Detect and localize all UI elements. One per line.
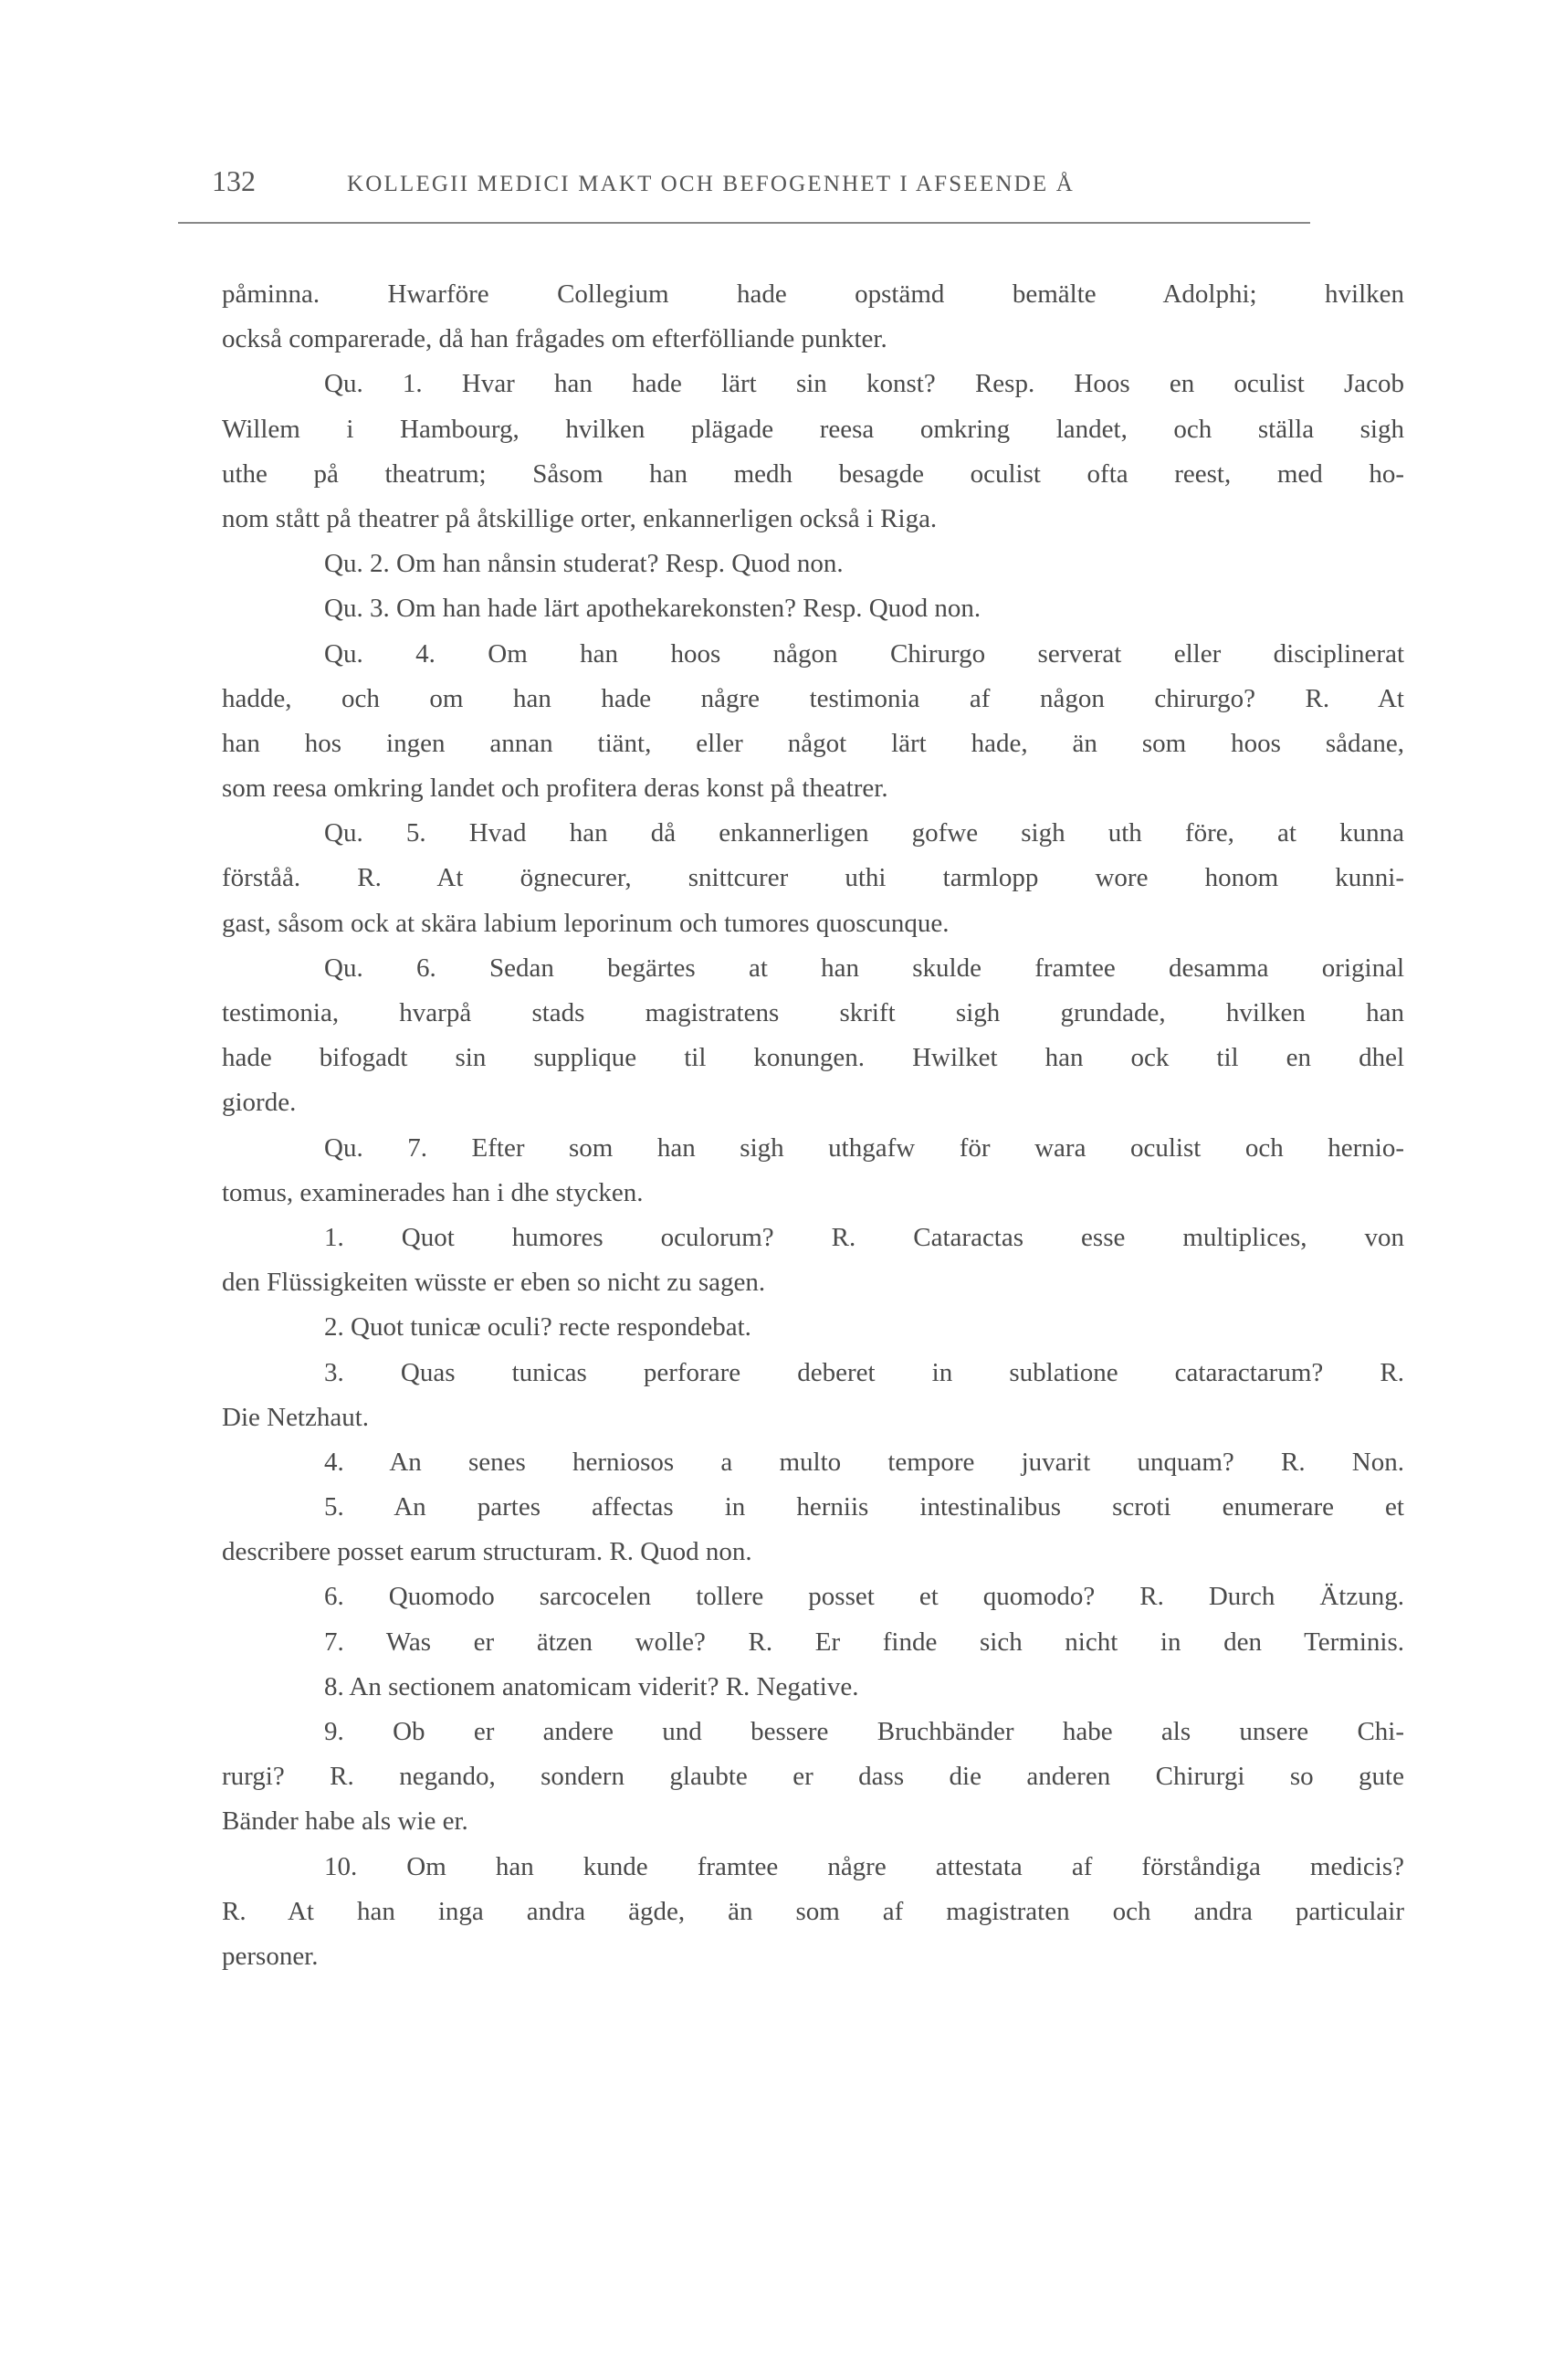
text-line: 3. Quas tunicas perforare deberet in sublatione cataractarum? R.: [324, 1357, 1404, 1387]
text-line: uthe på theatrum; Såsom han medh besagde oculist ofta reest, med ho-: [222, 458, 1404, 489]
text-line: Qu. 1. Hvar han hade lärt sin konst? Resp. Hoos en oculist Jacob: [324, 369, 1404, 399]
body-text: [222, 272, 1404, 1979]
header-rule: [178, 222, 1310, 224]
text-line: hade bifogadt sin supplique til konungen. Hwilket han ock til en dhel: [222, 1043, 1404, 1073]
text-line: påminna. Hwarföre Collegium hade opstämd bemälte Adolphi; hvilken: [222, 279, 1404, 309]
text-line: rurgi? R. negando, sondern glaubte er dass die anderen Chirurgi so gute: [222, 1762, 1404, 1792]
text-line: 7. Was er ätzen wolle? R. Er finde sich nicht in den Terminis.: [324, 1627, 1404, 1657]
text-line: 5. An partes affectas in herniis intestinalibus scroti enumerare et: [324, 1492, 1404, 1522]
text-line: R. At han inga andra ägde, än som af magistraten och andra particulair: [222, 1896, 1404, 1926]
text-line: förståå. R. At ögnecurer, snittcurer uthi tarmlopp wore honom kunni-: [222, 863, 1404, 893]
page-number: 132: [212, 164, 256, 197]
text-line: Willem i Hambourg, hvilken plägade reesa omkring landet, och ställa sigh: [222, 414, 1404, 444]
text-line: 4. An senes herniosos a multo tempore juvarit unquam? R. Non.: [324, 1447, 1404, 1477]
text-line: 6. Quomodo sarcocelen tollere posset et quomodo? R. Durch Ätzung.: [324, 1582, 1404, 1612]
text-line: nom stått på theatrer på åtskillige orter, enkannerligen också i Riga.: [222, 503, 938, 533]
text-line: 10. Om han kunde framtee någre attestata af förståndiga medicis?: [324, 1851, 1404, 1881]
text-line: 8. An sectionem anatomicam viderit? R. Negative.: [324, 1671, 859, 1701]
text-line: Qu. 2. Om han nånsin studerat? Resp. Quod non.: [324, 549, 844, 579]
text-line: också comparerade, då han frågades om efterfölliande punkter.: [222, 324, 887, 354]
text-line: Qu. 4. Om han hoos någon Chirurgo serverat eller disciplinerat: [324, 638, 1404, 669]
text-line: personer.: [222, 1941, 319, 1971]
text-line: hadde, och om han hade någre testimonia af någon chirurgo? R. At: [222, 683, 1404, 713]
text-line: 2. Quot tunicæ oculi? recte respondebat.: [324, 1312, 751, 1343]
text-line: describere posset earum structuram. R. Quod non.: [222, 1537, 752, 1567]
text-line: som reesa omkring landet och profitera deras konst på theatrer.: [222, 774, 888, 804]
text-line: 1. Quot humores oculorum? R. Cataractas esse multiplices, von: [324, 1222, 1404, 1252]
text-line: Qu. 5. Hvad han då enkannerligen gofwe sigh uth före, at kunna: [324, 818, 1404, 848]
text-line: den Flüssigkeiten wüsste er eben so nicht zu sagen.: [222, 1268, 766, 1298]
text-line: Qu. 6. Sedan begärtes at han skulde framtee desamma original: [324, 953, 1404, 983]
text-line: 9. Ob er andere und bessere Bruchbänder habe als unsere Chi-: [324, 1717, 1404, 1746]
text-line: testimonia, hvarpå stads magistratens skrift sigh grundade, hvilken han: [222, 998, 1404, 1027]
text-line: Bänder habe als wie er.: [222, 1806, 468, 1837]
text-line: tomus, examinerades han i dhe stycken.: [222, 1177, 644, 1207]
text-line: han hos ingen annan tiänt, eller något lärt hade, än som hoos sådane,: [222, 728, 1404, 758]
running-head: KOLLEGII MEDICI MAKT OCH BEFOGENHET I AFSEENDE Å: [347, 172, 1076, 196]
text-line: Qu. 3. Om han hade lärt apothekarekonsten? Resp. Quod non.: [324, 594, 981, 624]
text-line: gast, såsom ock at skära labium leporinum och tumores quoscunque.: [222, 908, 950, 938]
text-line: Qu. 7. Efter som han sigh uthgafw för wara oculist och hernio-: [324, 1132, 1404, 1163]
page-header: [212, 164, 1307, 201]
text-line: Die Netzhaut.: [222, 1402, 370, 1432]
text-line: giorde.: [222, 1088, 297, 1118]
